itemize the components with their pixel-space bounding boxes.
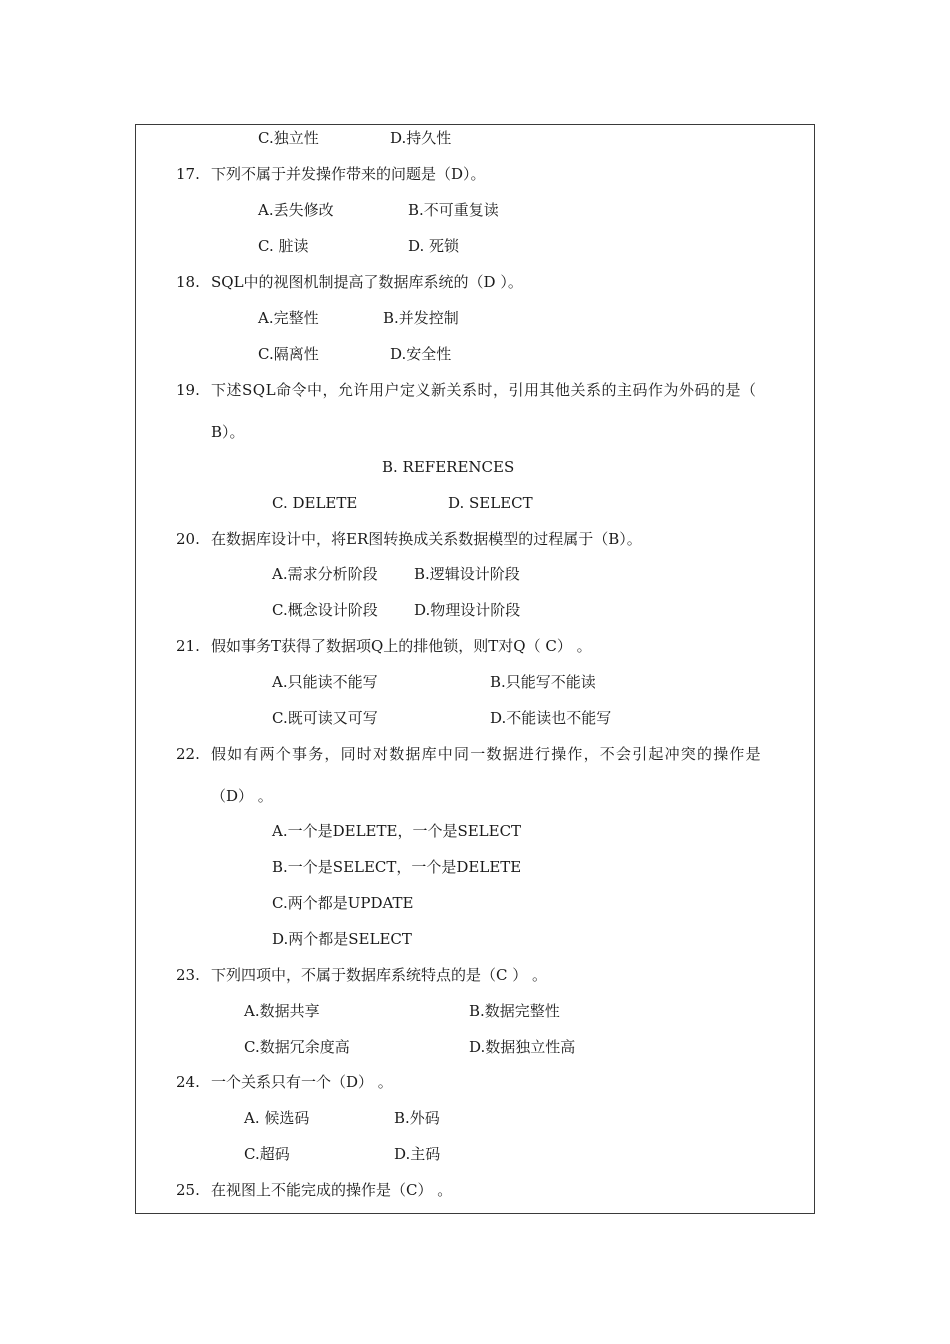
option: B.一个是SELECT，一个是DELETE <box>272 858 522 876</box>
option: C. DELETE <box>272 494 358 512</box>
question-text: 在数据库设计中，将ER图转换成关系数据模型的过程属于（B）。 <box>211 530 642 548</box>
question-number: 19. <box>176 381 200 399</box>
question-text: 下列四项中，不属于数据库系统特点的是（C ） 。 <box>211 966 548 984</box>
option: D. SELECT <box>448 494 533 512</box>
question-number: 24. <box>176 1073 200 1091</box>
option: B.逻辑设计阶段 <box>414 565 520 583</box>
question-text: 下列不属于并发操作带来的问题是（D）。 <box>211 165 486 183</box>
option: B.只能写不能读 <box>490 673 596 691</box>
option: C. 脏读 <box>258 237 309 255</box>
option: C.隔离性 <box>258 345 319 363</box>
option: D.数据独立性高 <box>469 1038 576 1056</box>
question-text: SQL中的视图机制提高了数据库系统的（D ）。 <box>211 273 523 291</box>
option: D.主码 <box>394 1145 441 1163</box>
question-number: 18. <box>176 273 200 291</box>
option: D.两个都是SELECT <box>272 930 412 948</box>
question-number: 25. <box>176 1181 200 1199</box>
option: A. 候选码 <box>244 1109 310 1127</box>
option: D.不能读也不能写 <box>490 709 612 727</box>
question-number: 23. <box>176 966 200 984</box>
option: C.数据冗余度高 <box>244 1038 350 1056</box>
option: C.概念设计阶段 <box>272 601 378 619</box>
option: C.超码 <box>244 1145 290 1163</box>
option: A.一个是DELETE，一个是SELECT <box>272 822 522 840</box>
option: B.数据完整性 <box>469 1002 560 1020</box>
option: B. REFERENCES <box>382 458 515 476</box>
question-number: 22. <box>176 745 200 763</box>
question-text-cont: B）。 <box>211 423 245 441</box>
question-text: 下述SQL命令中，允许用户定义新关系时，引用其他关系的主码作为外码的是（ <box>211 381 757 399</box>
option: B.不可重复读 <box>408 201 499 219</box>
option: A.只能读不能写 <box>272 673 378 691</box>
question-number: 17. <box>176 165 200 183</box>
option: D.物理设计阶段 <box>414 601 521 619</box>
question-text: 一个关系只有一个（D） 。 <box>211 1073 393 1091</box>
option: A.数据共享 <box>244 1002 320 1020</box>
question-text-cont: （D） 。 <box>211 787 273 805</box>
question-number: 21. <box>176 637 200 655</box>
text-line: D.持久性 <box>390 129 452 147</box>
question-text: 在视图上不能完成的操作是（C） 。 <box>211 1181 453 1199</box>
question-number: 20. <box>176 530 200 548</box>
option: A.需求分析阶段 <box>272 565 378 583</box>
option: A.丢失修改 <box>258 201 334 219</box>
option: B.外码 <box>394 1109 440 1127</box>
question-text: 假如事务T获得了数据项Q上的排他锁，则T对Q（ C） 。 <box>211 637 592 655</box>
option: C.既可读又可写 <box>272 709 378 727</box>
option: A.完整性 <box>258 309 319 327</box>
option: C.两个都是UPDATE <box>272 894 414 912</box>
option: B.并发控制 <box>383 309 459 327</box>
option: D. 死锁 <box>408 237 460 255</box>
text-line: C.独立性 <box>258 129 319 147</box>
question-text: 假如有两个事务，同时对数据库中同一数据进行操作，不会引起冲突的操作是 <box>211 745 762 763</box>
option: D.安全性 <box>390 345 452 363</box>
